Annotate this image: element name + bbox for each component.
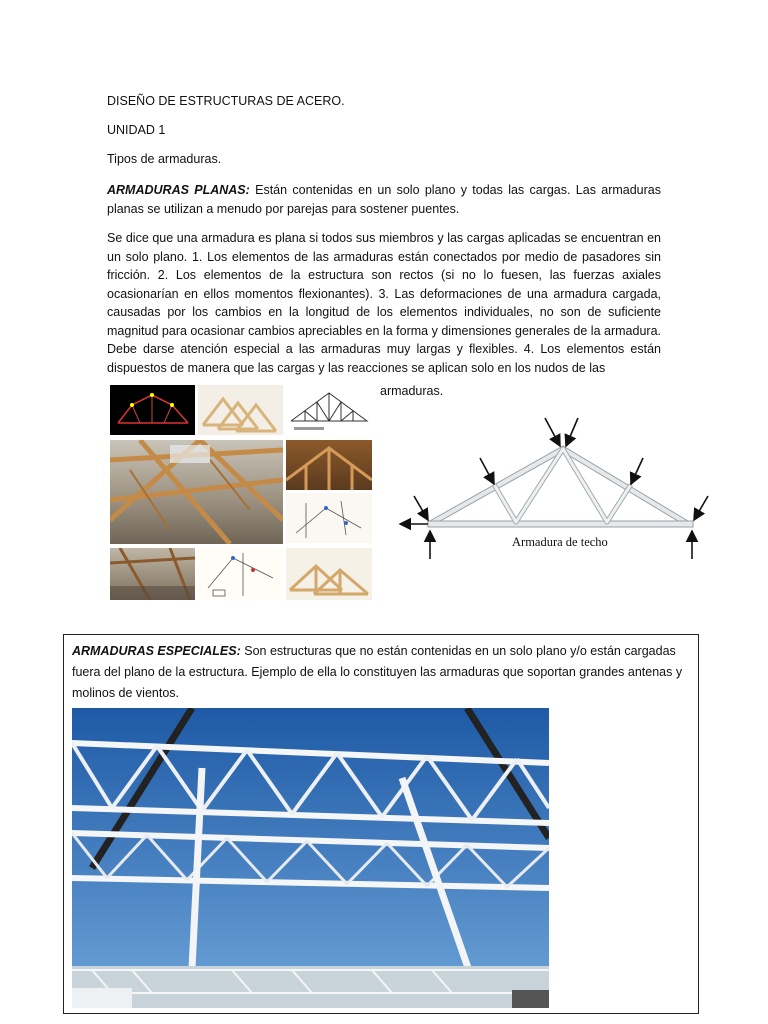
especiales-heading: ARMADURAS ESPECIALES: (72, 644, 241, 658)
industrial-roof-photo (110, 548, 195, 600)
truss-image-collage (110, 385, 372, 600)
topic-label: Tipos de armaduras. (107, 152, 222, 166)
cad-truss-image (110, 385, 195, 435)
truss-line-drawing-image (286, 385, 372, 435)
truss-sketch-image-1 (286, 493, 372, 543)
especiales-text: Son estructuras que no están contenidas en un solo plano y/o están cargadas fuera del plano de la estructura. Ejemplo de ella lo constituyen las armaduras que soportan grandes antenas y molinos de vientos. (72, 644, 683, 700)
roof-truss-caption: Armadura de techo (512, 535, 608, 549)
wood-truss-render-image-2 (286, 548, 372, 600)
especiales-section (63, 634, 699, 1014)
planas-body-paragraph: Se dice que una armadura es plana si todos sus miembros y las cargas aplicadas se encuentran en un solo plano. 1. Los elementos de las armaduras están conectados por medio de pasadores sin fricción. 2. Los elementos de la estructura son rectos (si no lo fuesen, las fuerzas axiales ocasionarían en ellos momentos flexionantes). 3. Las deformaciones de una armadura cargada, causadas por los cambios en la longitud de los elementos individuales, no son de suficiente magnitud para ocasionar cambios apreciables en la forma y dimensiones generales de la armadura. Debe darse atención especial a las armaduras muy largas y flexibles. 4. Los elementos están dispuestos de manera que las cargas y las reacciones se aplican solo en los nudos de las (107, 231, 661, 375)
space-truss-photo (72, 708, 549, 1008)
planas-intro-text: Están contenidas en un solo plano y todas las cargas. Las armaduras planas se utilizan a menudo por parejas para sostener puentes. (107, 183, 662, 216)
warehouse-wood-roof-photo (110, 440, 283, 544)
wood-roof-structure-photo (286, 440, 372, 490)
planas-heading: ARMADURAS PLANAS: (107, 183, 250, 197)
planas-intro-paragraph (107, 181, 661, 218)
unit-label: UNIDAD 1 (107, 123, 166, 137)
especiales-paragraph (72, 641, 690, 704)
document-title: DISEÑO DE ESTRUCTURAS DE ACERO. (107, 94, 345, 108)
roof-truss-diagram (398, 414, 720, 564)
planas-body-tail: armaduras. (380, 384, 444, 398)
truss-sketch-image-2 (198, 548, 283, 600)
wood-truss-render-image (198, 385, 283, 435)
